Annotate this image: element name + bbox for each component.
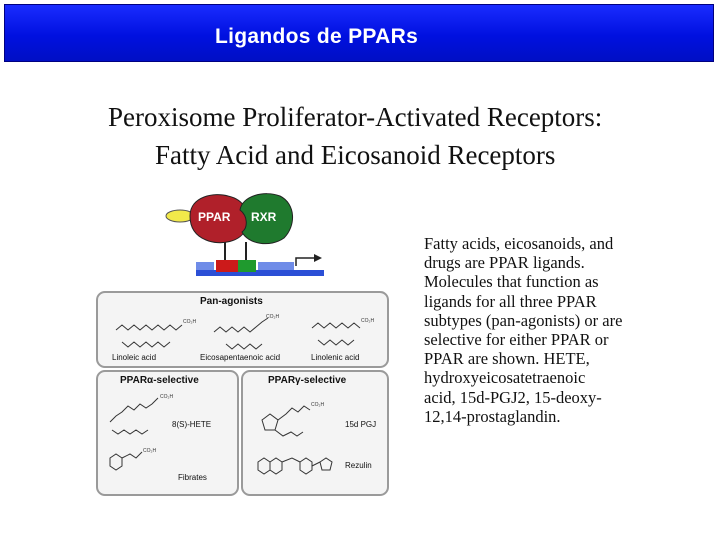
- gamma-label-rezulin: Rezulin: [345, 461, 372, 470]
- description-line: acid, 15d-PGJ2, 15-deoxy-: [424, 387, 602, 407]
- svg-text:CO₂H: CO₂H: [160, 394, 174, 400]
- description-line: Fatty acids, eicosanoids, and: [424, 234, 614, 253]
- receptor-complex: [166, 194, 324, 276]
- figure-description: [424, 234, 660, 426]
- pan-label-linoleic: Linoleic acid: [112, 353, 157, 362]
- pan-title: Pan-agonists: [200, 296, 263, 307]
- alpha-title: PPARα-selective: [120, 375, 199, 386]
- rxr-label: RXR: [251, 210, 277, 224]
- gamma-label-pgj: 15d PGJ: [345, 420, 377, 429]
- svg-text:CO₂H: CO₂H: [361, 318, 375, 324]
- ppar-alpha-panel: [97, 371, 238, 495]
- description-line: subtypes (pan-agonists) or are: [424, 310, 623, 330]
- description-line: ligands for all three PPAR: [424, 291, 597, 311]
- description-line: 12,14-prostaglandin.: [424, 406, 561, 426]
- ppre-red: [216, 260, 238, 272]
- figure-heading-line1: Peroxisome Proliferator-Activated Receptors:: [108, 102, 603, 132]
- svg-text:CO₂H: CO₂H: [143, 448, 157, 454]
- alpha-label-hete: 8(S)-HETE: [172, 420, 212, 429]
- figure-heading-line2: Fatty Acid and Eicosanoid Receptors: [155, 140, 556, 170]
- svg-text:CO₂H: CO₂H: [183, 319, 197, 325]
- description-line: selective for either PPAR or: [424, 330, 609, 350]
- ppre-green: [238, 260, 256, 272]
- pan-label-epa: Eicosapentaenoic acid: [200, 353, 281, 362]
- svg-text:CO₂H: CO₂H: [266, 314, 280, 320]
- pan-agonists-panel: [97, 292, 388, 367]
- dna-strand: [196, 270, 324, 276]
- ppar-label: PPAR: [198, 210, 231, 224]
- ppar-gamma-panel: [242, 371, 388, 495]
- description-line: PPAR are shown. HETE,: [424, 349, 590, 369]
- svg-text:CO₂H: CO₂H: [311, 402, 325, 408]
- transcription-arrow: [296, 258, 314, 266]
- gamma-title: PPARγ-selective: [268, 375, 347, 386]
- slide-title: Ligandos de PPARs: [215, 25, 419, 48]
- description-line: drugs are PPAR ligands.: [424, 253, 585, 273]
- description-line: Molecules that function as: [424, 272, 599, 292]
- pan-label-linolenic: Linolenic acid: [311, 353, 360, 362]
- alpha-label-fibrates: Fibrates: [178, 473, 207, 482]
- description-line: hydroxyeicosatetraenoic: [424, 368, 586, 388]
